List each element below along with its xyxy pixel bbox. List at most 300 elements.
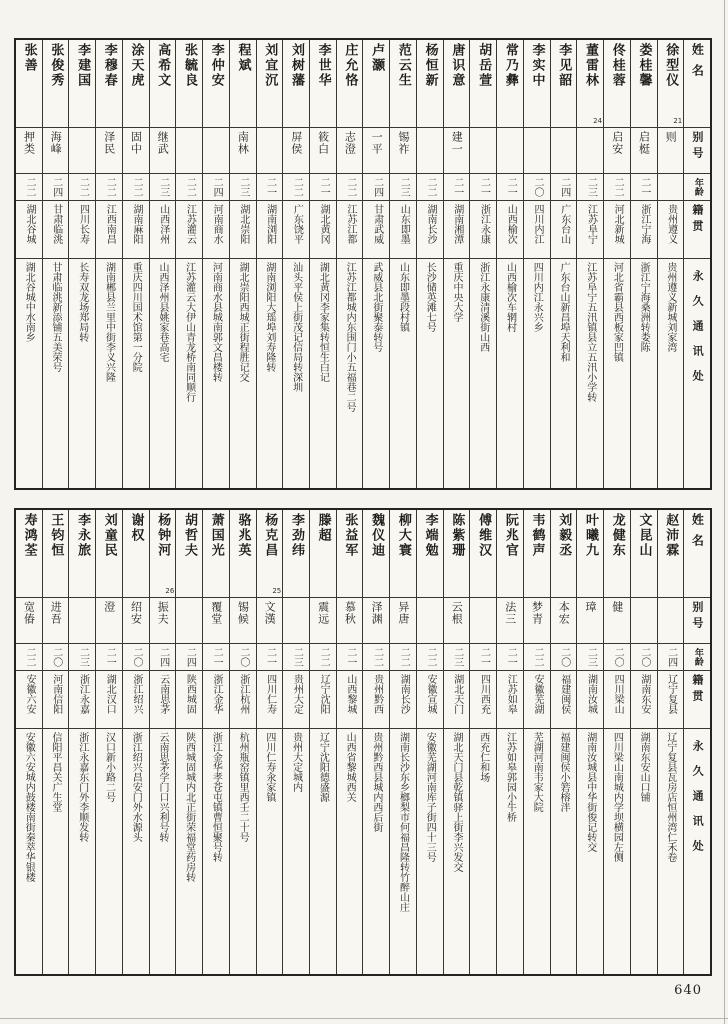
entry-native-place-cell — [150, 671, 176, 729]
entry-alias-cell — [337, 598, 363, 644]
entry-native-place: 安徽六安 — [24, 674, 36, 714]
entry-address: 四川梁山南城内学坝横园左侧 — [611, 732, 623, 862]
entry-address: 重庆中央大学 — [451, 262, 463, 322]
entry-address-cell — [631, 729, 657, 974]
entry-age: 二〇 — [130, 646, 142, 667]
registry-entry-column — [256, 40, 283, 488]
entry-native-place: 山东即墨 — [398, 204, 410, 244]
entry-alias-cell — [604, 128, 630, 174]
entry-age: 二〇 — [612, 646, 624, 667]
entry-native-place: 山西榆次 — [505, 204, 517, 244]
entry-native-place-cell — [417, 201, 443, 259]
entry-address: 湖南东安山口铺 — [638, 732, 650, 802]
entry-name-cell — [337, 510, 363, 598]
entry-native-place: 山西黎城 — [344, 674, 356, 714]
registry-entry-column — [202, 40, 229, 488]
entry-alias-cell — [43, 598, 69, 644]
entry-native-place-cell — [123, 201, 149, 259]
entry-name: 娄桂馨 — [636, 43, 652, 88]
entry-age-cell — [390, 644, 416, 671]
entry-alias-cell — [658, 128, 684, 174]
entry-age-cell — [69, 174, 95, 201]
entry-name-cell — [604, 40, 630, 128]
entry-name: 胡哲夫 — [182, 513, 197, 558]
entry-native-place-cell — [444, 201, 470, 259]
entry-alias-cell — [363, 128, 389, 174]
entry-name: 骆兆英 — [235, 513, 251, 558]
entry-native-place: 江苏江都 — [344, 204, 356, 244]
entry-age: 二二 — [531, 646, 543, 667]
entry-age: 二一 — [264, 176, 276, 197]
entry-age-cell — [16, 644, 42, 671]
entry-name: 文昆山 — [636, 513, 652, 558]
entry-native-place: 陕西城固 — [184, 674, 196, 714]
entry-name-cell — [310, 40, 336, 128]
header-address-cell — [684, 729, 710, 974]
entry-age-cell — [257, 174, 283, 201]
entry-name: 涂天虎 — [128, 43, 144, 88]
entry-age-cell — [283, 644, 309, 671]
entry-native-place: 浙江绍兴 — [130, 674, 142, 714]
entry-name: 王钧恒 — [48, 513, 64, 558]
entry-address: 湖南汝城县中华街俊记转交 — [584, 732, 596, 852]
entry-alias-cell — [417, 128, 443, 174]
entry-name-cell — [524, 40, 550, 128]
entry-name-cell — [577, 40, 603, 128]
entry-address: 江苏江都城内东围门小五福巷二号 — [344, 262, 356, 412]
entry-age-cell — [123, 174, 149, 201]
entry-age-cell — [604, 644, 630, 671]
registry-entry-column — [603, 510, 630, 974]
entry-name-cell — [631, 40, 657, 128]
entry-age: 二四 — [665, 646, 677, 667]
entry-alias-cell — [337, 128, 363, 174]
entry-name-cell — [176, 40, 202, 128]
entry-alias-cell — [604, 598, 630, 644]
entry-alias: 异唐 — [396, 601, 410, 625]
entry-age-cell — [470, 644, 496, 671]
entry-name-cell — [551, 510, 577, 598]
entry-native-place-cell — [283, 201, 309, 259]
registry-entry-column — [523, 510, 550, 974]
registry-entry-column — [416, 510, 443, 974]
entry-name-cell — [417, 510, 443, 598]
entry-address: 安徽芜湖河南库子街四十三号 — [424, 732, 436, 862]
registry-entry-column — [229, 40, 256, 488]
entry-address: 西充仁和场 — [477, 732, 489, 782]
entry-name-cell — [96, 510, 122, 598]
entry-alias: 屏侯 — [289, 131, 303, 155]
entry-name-cell — [150, 40, 176, 128]
entry-age: 二四 — [50, 176, 62, 197]
entry-name-cell — [283, 510, 309, 598]
entry-native-place: 河南商水 — [211, 204, 223, 244]
entry-age-cell — [551, 174, 577, 201]
entry-address: 长寿双龙场郑局转 — [76, 262, 88, 342]
entry-name: 常乃彝 — [502, 43, 518, 88]
entry-native-place-cell — [497, 201, 523, 259]
registry-entry-column — [42, 510, 69, 974]
registry-entry-column — [443, 510, 470, 974]
entry-native-place-cell — [69, 671, 95, 729]
entry-alias: 法三 — [503, 601, 517, 625]
registry-entry-column — [523, 40, 550, 488]
entry-age: 二二 — [318, 646, 330, 667]
entry-alias-cell — [417, 598, 443, 644]
registry-entry-column — [149, 40, 176, 488]
entry-alias-cell — [551, 598, 577, 644]
entry-address-cell — [497, 729, 523, 974]
entry-native-place: 四川梁山 — [612, 674, 624, 714]
entry-alias-cell — [310, 128, 336, 174]
entry-native-place: 四川西充 — [478, 674, 490, 714]
entry-alias: 慕秋 — [343, 601, 357, 625]
registry-entry-column — [576, 40, 603, 488]
entry-age: 二一 — [478, 646, 490, 667]
entry-native-place-cell — [203, 671, 229, 729]
entry-address-cell — [337, 729, 363, 974]
entry-alias-cell — [390, 598, 416, 644]
entry-age: 二一 — [344, 646, 356, 667]
header-age-cell — [684, 174, 710, 201]
entry-address-cell — [176, 259, 202, 488]
entry-name-cell — [658, 40, 684, 128]
entry-age-cell — [470, 174, 496, 201]
entry-address: 贵州黔西县城内西后街 — [370, 732, 382, 832]
entry-address: 芜湖河南韦家大院 — [531, 732, 543, 812]
entry-address-cell — [16, 259, 42, 488]
registry-entry-column — [336, 40, 363, 488]
registry-entry-column — [68, 40, 95, 488]
entry-native-place: 浙江杭州 — [237, 674, 249, 714]
header-alias-cell — [684, 598, 710, 644]
entry-name: 傅维汉 — [476, 513, 492, 558]
registry-entry-column — [16, 40, 42, 488]
entry-age-cell — [150, 644, 176, 671]
entry-name: 魏仪迪 — [369, 513, 385, 558]
entry-alias: 宽偆 — [22, 601, 36, 625]
entry-name-cell — [497, 40, 523, 128]
entry-age: 二四 — [558, 176, 570, 197]
entry-alias-cell — [176, 598, 202, 644]
entry-age: 二一 — [104, 646, 116, 667]
entry-name-cell — [658, 510, 684, 598]
header-address-label: 永久通讯处 — [691, 740, 705, 865]
entry-name-cell — [577, 510, 603, 598]
entry-address-cell — [203, 729, 229, 974]
entry-name-cell — [230, 510, 256, 598]
entry-address: 山东即墨段村镇 — [397, 262, 409, 332]
entry-native-place: 浙江金华 — [211, 674, 223, 714]
entry-age-cell — [43, 174, 69, 201]
entry-alias: 璋 — [583, 601, 597, 613]
entry-age-cell — [658, 174, 684, 201]
entry-name: 董雷林 — [583, 43, 599, 88]
entry-alias-cell — [524, 598, 550, 644]
entry-native-place-cell — [524, 201, 550, 259]
entry-name-cell — [551, 40, 577, 128]
entry-age: 二一 — [264, 646, 276, 667]
entry-age-cell — [16, 174, 42, 201]
entry-name-cell — [203, 510, 229, 598]
registry-entry-column — [603, 40, 630, 488]
entry-native-place: 河南信阳 — [50, 674, 62, 714]
entry-age: 二二 — [612, 176, 624, 197]
entry-native-place-cell — [390, 671, 416, 729]
registry-entry-column — [95, 40, 122, 488]
entry-alias-cell — [283, 598, 309, 644]
entry-native-place: 山西泽州 — [157, 204, 169, 244]
entry-address: 湖北黄冈李家集转恒生白记 — [317, 262, 329, 382]
entry-native-place: 福建闽侯 — [558, 674, 570, 714]
entry-alias: 海峰 — [49, 131, 63, 155]
entry-address: 武威县北街聚泰转号 — [370, 262, 382, 352]
entry-age-cell — [96, 644, 122, 671]
entry-native-place-cell — [16, 201, 42, 259]
registry-entry-column — [256, 510, 283, 974]
entry-address: 湖南郴县兰里中街李义兴隆 — [103, 262, 115, 382]
entry-native-place-cell — [150, 201, 176, 259]
entry-address-cell — [337, 259, 363, 488]
entry-native-place-cell — [497, 671, 523, 729]
entry-native-place-cell — [524, 671, 550, 729]
entry-age: 二三 — [77, 646, 89, 667]
entry-alias: 启安 — [610, 131, 624, 155]
entry-alias-cell — [470, 598, 496, 644]
header-name-cell — [684, 40, 710, 128]
entry-native-place-cell — [470, 201, 496, 259]
entry-name-cell — [43, 40, 69, 128]
entry-alias: 继武 — [156, 131, 170, 155]
entry-age-cell — [150, 174, 176, 201]
entry-name: 张善 — [21, 43, 37, 73]
entry-name: 滕超 — [315, 513, 331, 543]
entry-address: 杭州瓶窑镇里西壬二十号 — [237, 732, 249, 842]
header-name-cell — [684, 510, 710, 598]
registry-entry-column — [229, 510, 256, 974]
entry-name: 庄允恪 — [342, 43, 358, 88]
entry-address-cell — [283, 259, 309, 488]
entry-native-place-cell — [96, 671, 122, 729]
entry-native-place-cell — [230, 671, 256, 729]
registry-entry-column — [175, 40, 202, 488]
entry-alias: 则 — [664, 131, 678, 143]
header-address-label: 永久通讯处 — [691, 270, 705, 395]
entry-name: 李实中 — [529, 43, 545, 88]
entry-native-place: 湖北黄冈 — [318, 204, 330, 244]
entry-name-cell — [257, 510, 283, 598]
header-address-cell — [684, 259, 710, 488]
entry-name: 张益军 — [342, 513, 358, 558]
entry-age: 二二 — [77, 176, 89, 197]
entry-alias: 锡祚 — [396, 131, 410, 155]
entry-age-cell — [230, 174, 256, 201]
entry-name-cell — [69, 40, 95, 128]
entry-native-place-cell — [176, 671, 202, 729]
entry-native-place-cell — [310, 671, 336, 729]
entry-address: 福建闽侯小箬榕泮 — [557, 732, 569, 812]
entry-name: 李建国 — [75, 43, 91, 88]
entry-address: 安徽六安城内鼓楼南街秦萃华银楼 — [23, 732, 35, 882]
entry-address: 贵州遵义新城刘家湾 — [664, 262, 676, 352]
entry-age: 二三 — [398, 176, 410, 197]
entry-address: 浙江绍兴昌安门外水源头 — [130, 732, 142, 842]
registry-entry-column — [389, 510, 416, 974]
registry-entry-column — [496, 40, 523, 488]
entry-native-place-cell — [631, 671, 657, 729]
entry-address-cell — [310, 729, 336, 974]
entry-name: 胡岳萱 — [476, 43, 492, 88]
entry-age: 二三 — [237, 176, 249, 197]
scan-edge-right — [724, 0, 725, 1024]
entry-address: 辽宁沈阳德盛源 — [317, 732, 329, 802]
entry-age: 二一 — [478, 176, 490, 197]
entry-alias: 南林 — [236, 131, 250, 155]
entry-name: 杨克昌 — [262, 513, 278, 558]
entry-native-place: 湖南长沙 — [398, 674, 410, 714]
entry-native-place-cell — [337, 671, 363, 729]
entry-native-place: 湖南长沙 — [425, 204, 437, 244]
entry-address: 江苏灌云大伊山青龙桥南同顺行 — [183, 262, 195, 402]
entry-age: 二四 — [157, 646, 169, 667]
entry-address: 辽宁复县瓦房店恒州湾仁禾卷 — [664, 732, 676, 862]
registry-entry-column — [282, 510, 309, 974]
entry-address-cell — [470, 729, 496, 974]
entry-native-place: 江苏灌云 — [184, 204, 196, 244]
entry-address-cell — [658, 729, 684, 974]
header-alias-cell — [684, 128, 710, 174]
entry-address: 湖北谷城中水南乡 — [23, 262, 35, 342]
entry-native-place: 河北新城 — [612, 204, 624, 244]
entry-age: 二二 — [291, 176, 303, 197]
entry-native-place-cell — [96, 201, 122, 259]
entry-address-cell — [417, 259, 443, 488]
entry-name-cell — [390, 40, 416, 128]
entry-native-place: 浙江宁海 — [638, 204, 650, 244]
entry-alias-cell — [150, 128, 176, 174]
entry-native-place: 湖南湘潭 — [451, 204, 463, 244]
entry-name: 寿鸿荃 — [21, 513, 37, 558]
entry-name: 李劲纬 — [288, 513, 304, 558]
entry-name: 唐识意 — [449, 43, 465, 88]
entry-address-cell — [123, 729, 149, 974]
registry-entry-column — [175, 510, 202, 974]
entry-name: 韦鹤声 — [529, 513, 545, 558]
registry-entry-column — [443, 40, 470, 488]
registry-entry-column — [16, 510, 42, 974]
entry-age: 二〇 — [237, 646, 249, 667]
entry-native-place-cell — [257, 201, 283, 259]
entry-native-place: 云南思茅 — [157, 674, 169, 714]
entry-name-cell — [417, 40, 443, 128]
entry-native-place-cell — [176, 201, 202, 259]
entry-address: 长沙储英滩七号 — [424, 262, 436, 332]
entry-native-place: 湖北崇阳 — [237, 204, 249, 244]
entry-address-cell — [390, 729, 416, 974]
entry-age: 二一 — [211, 646, 223, 667]
entry-name: 张俊秀 — [48, 43, 64, 88]
entry-age-cell — [43, 644, 69, 671]
entry-name-cell — [16, 510, 42, 598]
entry-alias-cell — [257, 128, 283, 174]
entry-age: 二二 — [371, 646, 383, 667]
entry-age-cell — [631, 644, 657, 671]
header-native-label: 籍贯 — [690, 204, 704, 236]
entry-native-place: 四川内江 — [531, 204, 543, 244]
entry-native-place-cell — [123, 671, 149, 729]
entry-name-cell — [203, 40, 229, 128]
entry-age: 二三 — [451, 646, 463, 667]
registry-entry-column — [362, 40, 389, 488]
entry-address: 浙江永康清溪街山西 — [477, 262, 489, 352]
entry-name: 张毓良 — [182, 43, 197, 88]
entry-native-place: 浙江永嘉 — [77, 674, 89, 714]
entry-age-cell — [96, 174, 122, 201]
registry-entry-column — [630, 40, 657, 488]
entry-age: 二二 — [398, 646, 410, 667]
entry-alias-cell — [43, 128, 69, 174]
entry-name: 高希文 — [155, 43, 171, 88]
entry-native-place: 湖南汝城 — [585, 674, 597, 714]
entry-alias: 绍安 — [129, 601, 143, 625]
entry-name-cell — [150, 510, 176, 598]
entry-age-cell — [230, 644, 256, 671]
entry-alias: 泽民 — [102, 131, 116, 155]
entry-native-place-cell — [363, 201, 389, 259]
registry-entry-column — [336, 510, 363, 974]
entry-address-cell — [551, 259, 577, 488]
entry-address-cell — [203, 259, 229, 488]
entry-native-place: 浙江永康 — [478, 204, 490, 244]
entry-age: 二一 — [318, 176, 330, 197]
registry-entry-column — [469, 40, 496, 488]
entry-alias: 志澄 — [343, 131, 357, 155]
entry-name: 佟桂蓉 — [609, 43, 625, 88]
entry-native-place: 湖南东安 — [638, 674, 650, 714]
entry-native-place: 江苏如皋 — [505, 674, 517, 714]
entry-name-number: 25 — [272, 587, 282, 595]
entry-native-place-cell — [16, 671, 42, 729]
entry-alias-cell — [69, 128, 95, 174]
entry-address: 甘肃临洮新添铺五美荣号 — [50, 262, 61, 372]
entry-name: 陈紫珊 — [449, 513, 465, 558]
entry-native-place: 四川长寿 — [77, 204, 89, 244]
entry-age: 二二 — [24, 646, 36, 667]
entry-address-cell — [69, 729, 95, 974]
entry-age-cell — [337, 174, 363, 201]
registry-entry-column — [68, 510, 95, 974]
entry-address-cell — [524, 729, 550, 974]
entry-age-cell — [497, 644, 523, 671]
entry-name: 龙健东 — [609, 513, 625, 558]
entry-age: 二〇 — [50, 646, 62, 667]
entry-native-place-cell — [631, 201, 657, 259]
entry-alias-cell — [230, 128, 256, 174]
entry-alias-cell — [16, 128, 42, 174]
entry-name-cell — [16, 40, 42, 128]
entry-native-place: 四川仁寿 — [264, 674, 276, 714]
entry-alias: 一平 — [370, 131, 384, 155]
entry-alias: 梦青 — [530, 601, 544, 625]
entry-address-cell — [310, 259, 336, 488]
registry-entry-column — [657, 510, 684, 974]
entry-native-place: 湖北汉口 — [104, 674, 116, 714]
entry-alias-cell — [390, 128, 416, 174]
entry-address-cell — [96, 729, 122, 974]
entry-alias: 健 — [610, 601, 624, 613]
entry-native-place: 湖南麻阳 — [130, 204, 142, 244]
entry-address-cell — [577, 729, 603, 974]
